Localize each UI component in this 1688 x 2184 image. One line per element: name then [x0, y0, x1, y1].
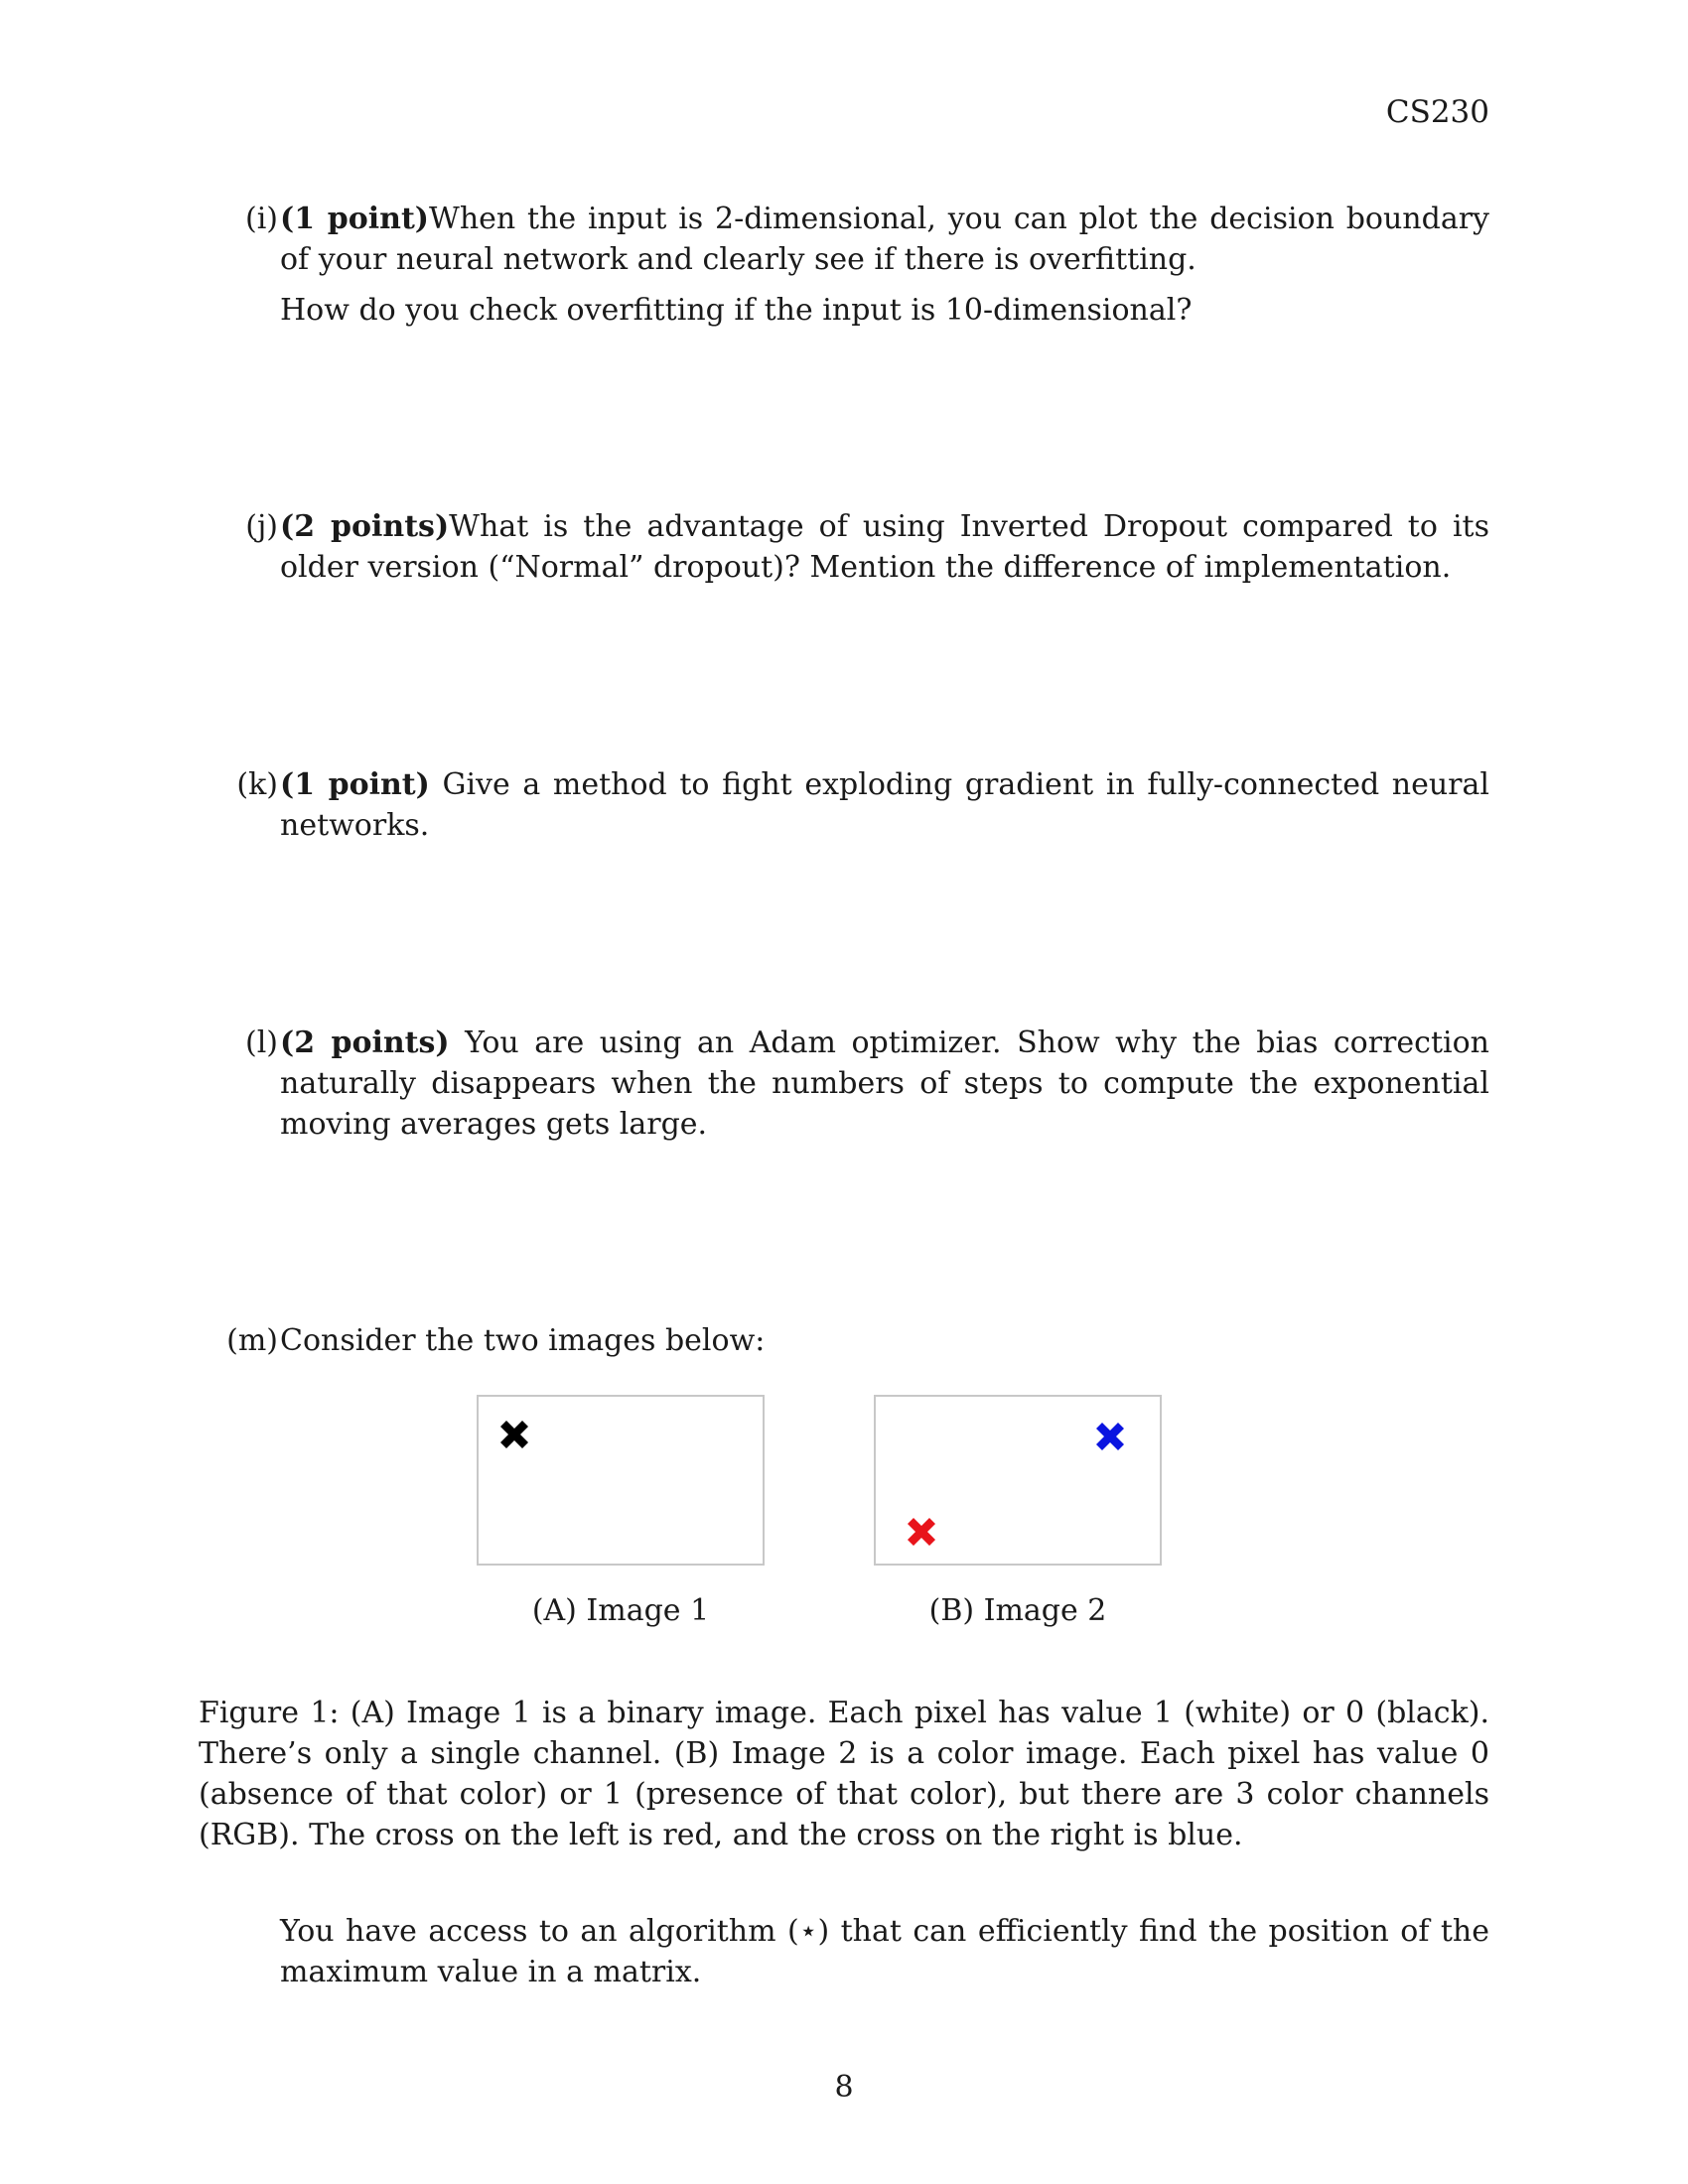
question-label: (l) — [244, 1025, 278, 1060]
question-k — [199, 764, 1489, 846]
followup-text: You have access to an algorithm (⋆) that can efficiently find the position of the maximum value in a matrix. — [280, 1914, 1489, 1989]
question-text: You are using an Adam optimizer. Show why the bias correction naturally disappears when the numbers of steps to compute the exponential moving averages gets large. — [280, 1025, 1489, 1142]
black-cross-icon — [496, 1417, 532, 1452]
question-text: What is the advantage of using Inverted Dropout compared to its older version (“Normal” dropout)? Mention the difference of implementation. — [280, 509, 1490, 585]
page-number: 8 — [834, 2070, 854, 2105]
question-label: (j) — [245, 509, 278, 544]
question-label: (m) — [226, 1323, 278, 1358]
cross-shape — [908, 1518, 935, 1546]
question-m — [199, 1320, 1489, 1361]
cross-shape — [1096, 1423, 1124, 1450]
image-1-panel — [477, 1395, 765, 1566]
question-l — [199, 1023, 1489, 1145]
image-2-caption: (B) Image 2 — [928, 1593, 1107, 1628]
question-body — [280, 199, 1489, 331]
image-2-panel — [874, 1395, 1162, 1566]
question-body — [280, 764, 1489, 846]
question-label: (i) — [244, 202, 278, 236]
course-header: CS230 — [1385, 94, 1489, 130]
image-1-caption: (A) Image 1 — [531, 1593, 710, 1628]
question-subtext: How do you check overfitting if the input is 10-dimensional? — [280, 293, 1193, 328]
red-cross-icon — [904, 1514, 939, 1550]
question-label: (k) — [236, 767, 278, 802]
question-body — [280, 506, 1489, 588]
blue-cross-icon — [1092, 1419, 1128, 1454]
question-text: Consider the two images below: — [280, 1323, 766, 1358]
question-i — [199, 199, 1489, 331]
figure-1 — [457, 1395, 1231, 1653]
question-text: When the input is 2-dimensional, you can plot the decision boundary of your neural network and clearly see if there is overfitting. — [280, 202, 1490, 277]
question-j — [199, 506, 1489, 588]
question-text: Give a method to fight exploding gradient in fully-connected neural networks. — [280, 767, 1489, 843]
question-points: (2 points) — [280, 509, 450, 544]
figure-caption: Figure 1: (A) Image 1 is a binary image. Each pixel has value 1 (white) or 0 (black). There’s only a single channel. (B) Image 2 is a color image. Each pixel has value 0 (absence of that color) or 1 (presence of that color), but there are 3 color channels (RGB). The cross on the left is red, and the cross on the right is blue. — [199, 1696, 1489, 1852]
cross-shape — [500, 1421, 528, 1448]
question-points: (1 point) — [280, 767, 430, 802]
question-points: (2 points) — [280, 1025, 450, 1060]
question-body — [280, 1023, 1489, 1145]
question-points: (1 point) — [280, 202, 430, 236]
question-body — [280, 1320, 1489, 1361]
